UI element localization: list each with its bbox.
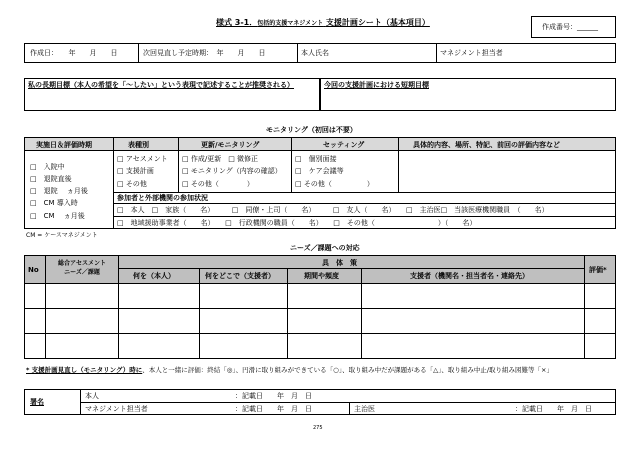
- monitoring-header-sheet-type: 表種別: [128, 141, 149, 149]
- monitoring-header-update: 更新/モニタリング: [201, 141, 260, 149]
- table-row[interactable]: [25, 309, 615, 332]
- needs-header-what-where-supporter: 何をどこで（支援者）: [205, 272, 275, 280]
- next-review-field[interactable]: 次回見直し予定時期： 年 月 日: [143, 49, 266, 57]
- manager-field[interactable]: マネジメント担当者: [440, 49, 503, 57]
- created-date-field[interactable]: 作成日： 年 月 日: [30, 49, 118, 57]
- signature-person-date[interactable]: ：記載日 年 月 日: [235, 392, 312, 400]
- timing-checkbox-post-discharge[interactable]: □ 退院直後: [30, 175, 72, 183]
- update-create-revise[interactable]: □ 作成/更新 □ 微修正: [182, 155, 259, 163]
- needs-header-supporter: 支援者（機関名・担当者名・連絡先）: [410, 272, 529, 280]
- needs-header-period: 期間や頻度: [304, 272, 339, 280]
- participants-row-1[interactable]: □ 本人 □ 家族（ 名） □ 同僚・上司（ 名） □ 友人（ 名） □ 主治医□ 当該医療機関職員 （ 名）: [117, 206, 549, 214]
- needs-header-concrete: 具 体 策: [322, 259, 357, 267]
- signature-label: 署名: [30, 398, 44, 406]
- evaluation-footnote: * 支援計画見直し（モニタリング）時に、本人と一緒に評価：終結「◎」、円滑に取り組みができている「○」、取り組み中だが課題がある「△」、取り組み中止/取り組み困難等「×」: [26, 366, 553, 374]
- timing-checkbox-inpatient[interactable]: □ 入院中: [30, 163, 65, 171]
- setting-individual-interview[interactable]: □ 個別面接: [295, 155, 337, 163]
- monitoring-header-setting: セッティング: [323, 141, 365, 149]
- table-row[interactable]: [25, 284, 615, 307]
- table-row[interactable]: [25, 334, 615, 358]
- needs-header-assessment: 総合アセスメント ニーズ／課題: [58, 260, 106, 276]
- timing-checkbox-cm-months[interactable]: □ CM ヵ月後: [30, 212, 85, 220]
- needs-header-no: No: [28, 266, 39, 274]
- needs-header-what-person: 何を（本人）: [133, 272, 175, 280]
- sheet-type-plan[interactable]: □ 支援計画: [117, 167, 154, 175]
- monitoring-title: モニタリング（初回は不要）: [266, 126, 357, 134]
- participants-label: 参加者と外部機関の参加状況: [117, 194, 208, 202]
- monitoring-header-details: 具体的内容、場所、特記、前回の評価内容など: [413, 141, 560, 149]
- signature-manager-date[interactable]: ：記載日 年 月 日: [235, 405, 312, 413]
- page-number: 275: [313, 425, 323, 431]
- timing-checkbox-cm-start[interactable]: □ CM 導入時: [30, 199, 78, 207]
- signature-manager-label: マネジメント担当者: [85, 405, 148, 413]
- signature-doctor-date[interactable]: ：記載日 年 月 日: [515, 405, 592, 413]
- long-term-goal-label: 私の長期目標（本人の希望を「～したい」という表現で記述することが推奨される）: [28, 81, 294, 89]
- form-number-label: 作成番号：______: [542, 23, 598, 31]
- monitoring-header-timing: 実施日＆評価時期: [36, 141, 92, 149]
- needs-header-evaluation: 評価*: [589, 266, 607, 274]
- person-name-field[interactable]: 本人氏名: [301, 49, 329, 57]
- signature-doctor-label: 主治医: [354, 405, 375, 413]
- update-other[interactable]: □ その他（ ）: [182, 180, 254, 188]
- signature-person-label: 本人: [85, 392, 99, 400]
- form-title: 様式 3-1．包括的支援マネジメント 支援計画シート（基本項目）: [216, 18, 430, 27]
- update-monitoring[interactable]: □ モニタリング（内容の確認）: [182, 167, 282, 175]
- short-term-goal-label: 今回の支援計画における短期目標: [324, 81, 429, 89]
- participants-row-2[interactable]: □ 地域援助事業者（ 名） □ 行政機関の職員（ 名） □ その他（ ）（ 名）: [117, 219, 477, 227]
- timing-checkbox-months-after-discharge[interactable]: □ 退院 ヵ月後: [30, 187, 88, 195]
- sheet-type-assessment[interactable]: □ アセスメント: [117, 155, 168, 163]
- needs-title: ニーズ／課題への対応: [290, 244, 360, 252]
- form-number-box[interactable]: [531, 16, 616, 38]
- setting-care-meeting[interactable]: □ ケア会議等: [295, 167, 344, 175]
- cm-note: CM = ケースマネジメント: [26, 232, 98, 239]
- setting-other[interactable]: □ その他（ ）: [295, 180, 374, 188]
- sheet-type-other[interactable]: □ その他: [117, 180, 147, 188]
